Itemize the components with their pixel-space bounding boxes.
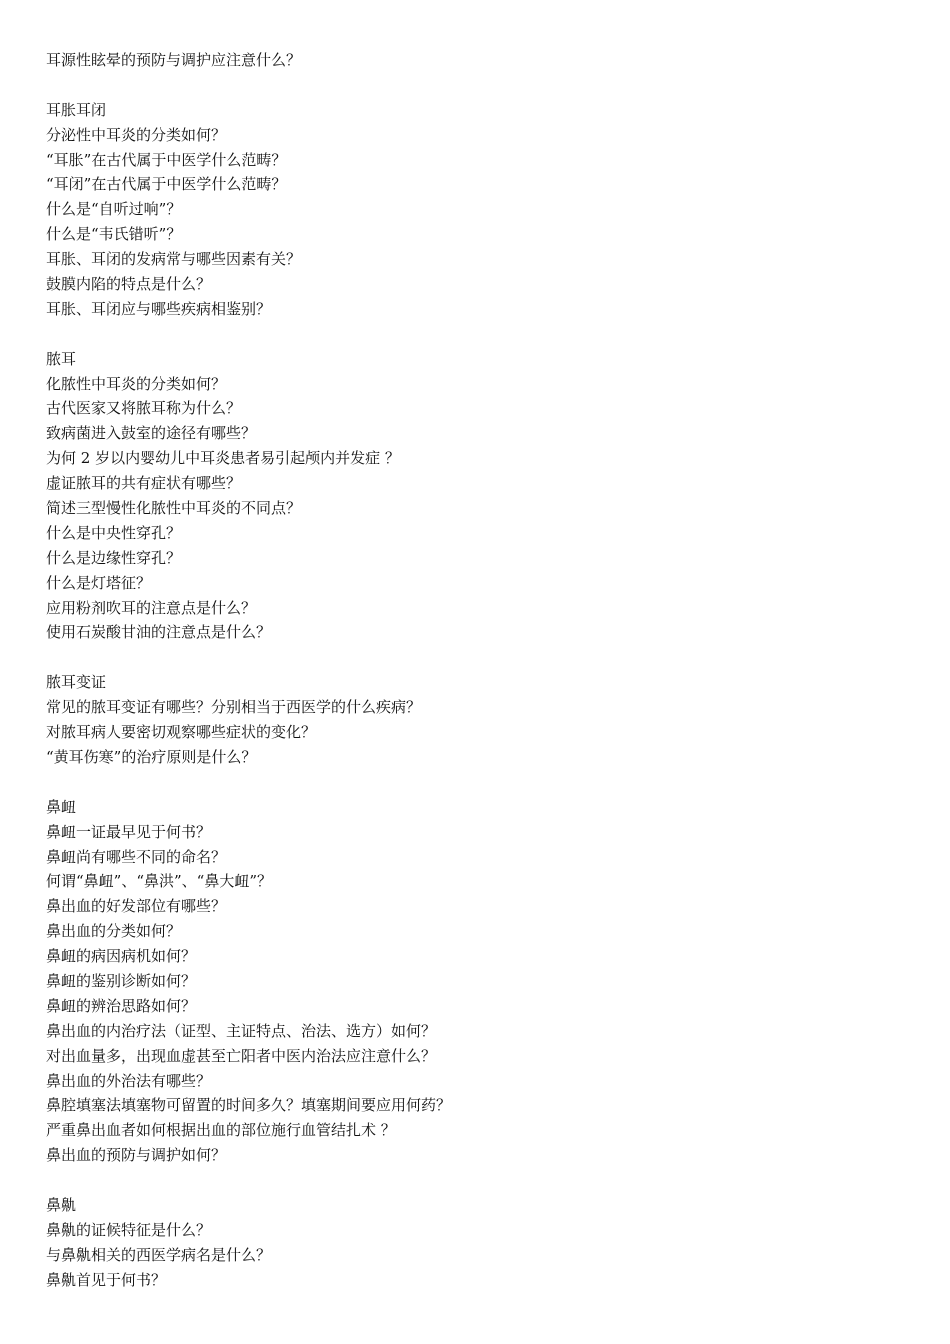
question-item: 鼻出血的内治疗法（证型、主证特点、治法、选方）如何？ [46, 1021, 437, 1040]
question-item: “耳胀”在古代属于中医学什么范畴？ [46, 150, 287, 169]
question-item: 鼻衄的辨治思路如何？ [46, 996, 197, 1015]
document-page [46, 48, 906, 1293]
question-item: 鼻衄一证最早见于何书？ [46, 822, 212, 841]
question-item: 鼻鼽的证候特征是什么？ [46, 1220, 212, 1239]
section-heading: 鼻鼽 [46, 1195, 77, 1214]
question-item: 鼻衄的鉴别诊断如何？ [46, 971, 197, 990]
section-heading: 脓耳 [46, 349, 77, 368]
question-item: 分泌性中耳炎的分类如何？ [46, 125, 227, 144]
question-item: 鼻腔填塞法填塞物可留置的时间多久？填塞期间要应用何药？ [46, 1096, 452, 1115]
spacer [46, 770, 906, 795]
question-item: 何谓“鼻衄”、“鼻洪”、“鼻大衄”？ [46, 872, 273, 891]
question-item: 什么是边缘性穿孔？ [46, 548, 182, 567]
question-item: 虚证脓耳的共有症状有哪些？ [46, 474, 242, 493]
question-item: 耳胀、耳闭的发病常与哪些因素有关？ [46, 250, 302, 269]
spacer [46, 645, 906, 670]
question-item: 古代医家又将脓耳称为什么？ [46, 399, 242, 418]
section-heading: 鼻衄 [46, 797, 77, 816]
question-item: 化脓性中耳炎的分类如何？ [46, 374, 227, 393]
question-item: 常见的脓耳变证有哪些？分别相当于西医学的什么疾病？ [46, 698, 422, 717]
question-item: 耳胀、耳闭应与哪些疾病相鉴别？ [46, 299, 272, 318]
question-item: 鼻出血的外治法有哪些？ [46, 1071, 212, 1090]
question-item: 鼻出血的好发部位有哪些？ [46, 897, 227, 916]
question-item: 致病菌进入鼓室的途径有哪些？ [46, 424, 257, 443]
section-heading: 脓耳变证 [46, 673, 107, 692]
question-item: 为何 2 岁以内婴幼儿中耳炎患者易引起颅内并发症 ？ [46, 449, 400, 468]
question-item: 什么是“自听过响”？ [46, 200, 182, 219]
question-item: 应用粉剂吹耳的注意点是什么？ [46, 598, 257, 617]
question-item: “耳闭”在古代属于中医学什么范畴？ [46, 175, 287, 194]
spacer [46, 1168, 906, 1193]
question-item: 与鼻鼽相关的西医学病名是什么？ [46, 1245, 272, 1264]
spacer [46, 322, 906, 347]
question-item: “黄耳伤寒”的治疗原则是什么？ [46, 747, 257, 766]
question-item: 简述三型慢性化脓性中耳炎的不同点？ [46, 499, 302, 518]
question-item: 什么是灯塔征？ [46, 573, 152, 592]
question-item: 什么是“韦氏错听”？ [46, 225, 182, 244]
question-item: 对出血量多，出现血虚甚至亡阳者中医内治法应注意什么？ [46, 1046, 437, 1065]
spacer [46, 73, 906, 98]
question-item: 使用石炭酸甘油的注意点是什么？ [46, 623, 272, 642]
question-item: 什么是中央性穿孔？ [46, 523, 182, 542]
intro-question: 耳源性眩晕的预防与调护应注意什么？ [46, 51, 302, 69]
question-item: 严重鼻出血者如何根据出血的部位施行血管结扎术 ？ [46, 1121, 396, 1140]
section-heading: 耳胀耳闭 [46, 100, 107, 119]
question-item: 鼻衄尚有哪些不同的命名？ [46, 847, 227, 866]
question-item: 鼻出血的预防与调护如何？ [46, 1146, 227, 1165]
question-item: 鼻出血的分类如何？ [46, 922, 182, 941]
question-item: 对脓耳病人要密切观察哪些症状的变化？ [46, 723, 317, 742]
question-item: 鼻鼽首见于何书？ [46, 1270, 167, 1289]
question-item: 鼻衄的病因病机如何？ [46, 947, 197, 966]
question-item: 鼓膜内陷的特点是什么？ [46, 275, 212, 294]
